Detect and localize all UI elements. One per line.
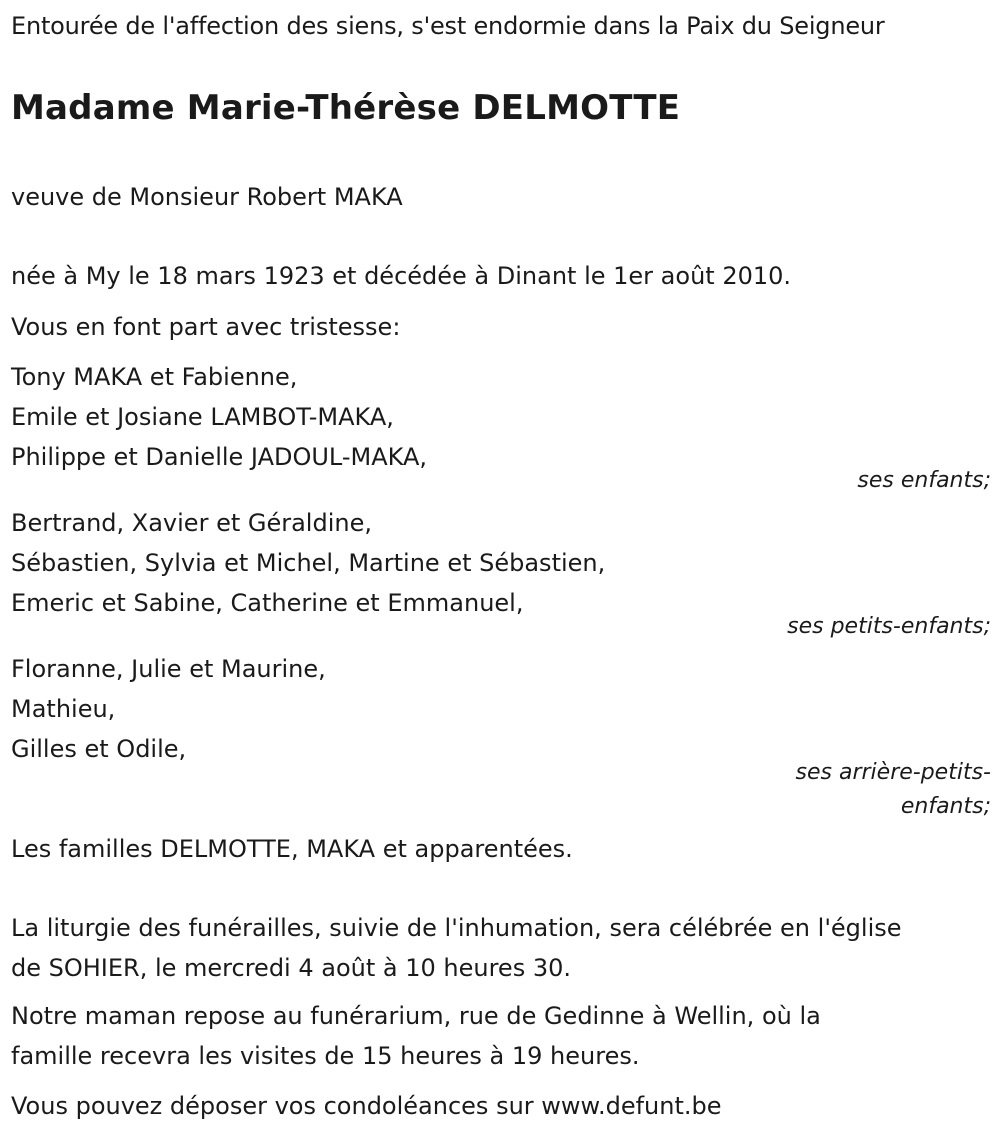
great-grandchildren-line: Floranne, Julie et Maurine, bbox=[11, 655, 326, 683]
great-grandchildren-line: Gilles et Odile, bbox=[11, 735, 187, 763]
children-role: ses enfants; bbox=[857, 468, 991, 493]
funeral-paragraph bbox=[11, 908, 991, 988]
birth-death-text: née à My le 18 mars 1923 et décédée à Dinant le 1er août 2010. bbox=[11, 262, 792, 290]
grandchildren-line: Bertrand, Xavier et Géraldine, bbox=[11, 509, 372, 537]
visitation-paragraph bbox=[11, 996, 991, 1076]
announcement-text: Vous en font part avec tristesse: bbox=[11, 313, 401, 341]
grandchildren-line: Sébastien, Sylvia et Michel, Martine et Sébastien, bbox=[11, 549, 606, 577]
great-grandchildren-role-part1: ses arrière-petits- bbox=[795, 760, 991, 785]
visitation-line: famille recevra les visites de 15 heures à 19 heures. bbox=[11, 1042, 640, 1070]
families-text: Les familles DELMOTTE, MAKA et apparentées. bbox=[11, 835, 573, 863]
children-line: Tony MAKA et Fabienne, bbox=[11, 363, 298, 391]
great-grandchildren-section bbox=[11, 649, 991, 827]
children-section bbox=[11, 357, 991, 501]
intro-text: Entourée de l'affection des siens, s'est endormie dans la Paix du Seigneur bbox=[11, 12, 885, 40]
grandchildren-line: Emeric et Sabine, Catherine et Emmanuel, bbox=[11, 589, 524, 617]
widow-of-text: veuve de Monsieur Robert MAKA bbox=[11, 183, 403, 211]
funeral-line: de SOHIER, le mercredi 4 août à 10 heures 30. bbox=[11, 954, 571, 982]
condolences-text: Vous pouvez déposer vos condoléances sur www.defunt.be bbox=[11, 1092, 722, 1120]
visitation-line: Notre maman repose au funérarium, rue de Gedinne à Wellin, où la bbox=[11, 1002, 821, 1030]
children-line: Emile et Josiane LAMBOT-MAKA, bbox=[11, 403, 394, 431]
great-grandchildren-line: Mathieu, bbox=[11, 695, 116, 723]
grandchildren-section bbox=[11, 503, 991, 647]
children-line: Philippe et Danielle JADOUL-MAKA, bbox=[11, 443, 428, 471]
deceased-name: Madame Marie-Thérèse DELMOTTE bbox=[11, 88, 681, 128]
obituary-notice bbox=[11, 0, 991, 1126]
grandchildren-role: ses petits-enfants; bbox=[787, 614, 991, 639]
great-grandchildren-role-part2: enfants; bbox=[900, 794, 991, 819]
funeral-line: La liturgie des funérailles, suivie de l'inhumation, sera célébrée en l'église bbox=[11, 914, 902, 942]
